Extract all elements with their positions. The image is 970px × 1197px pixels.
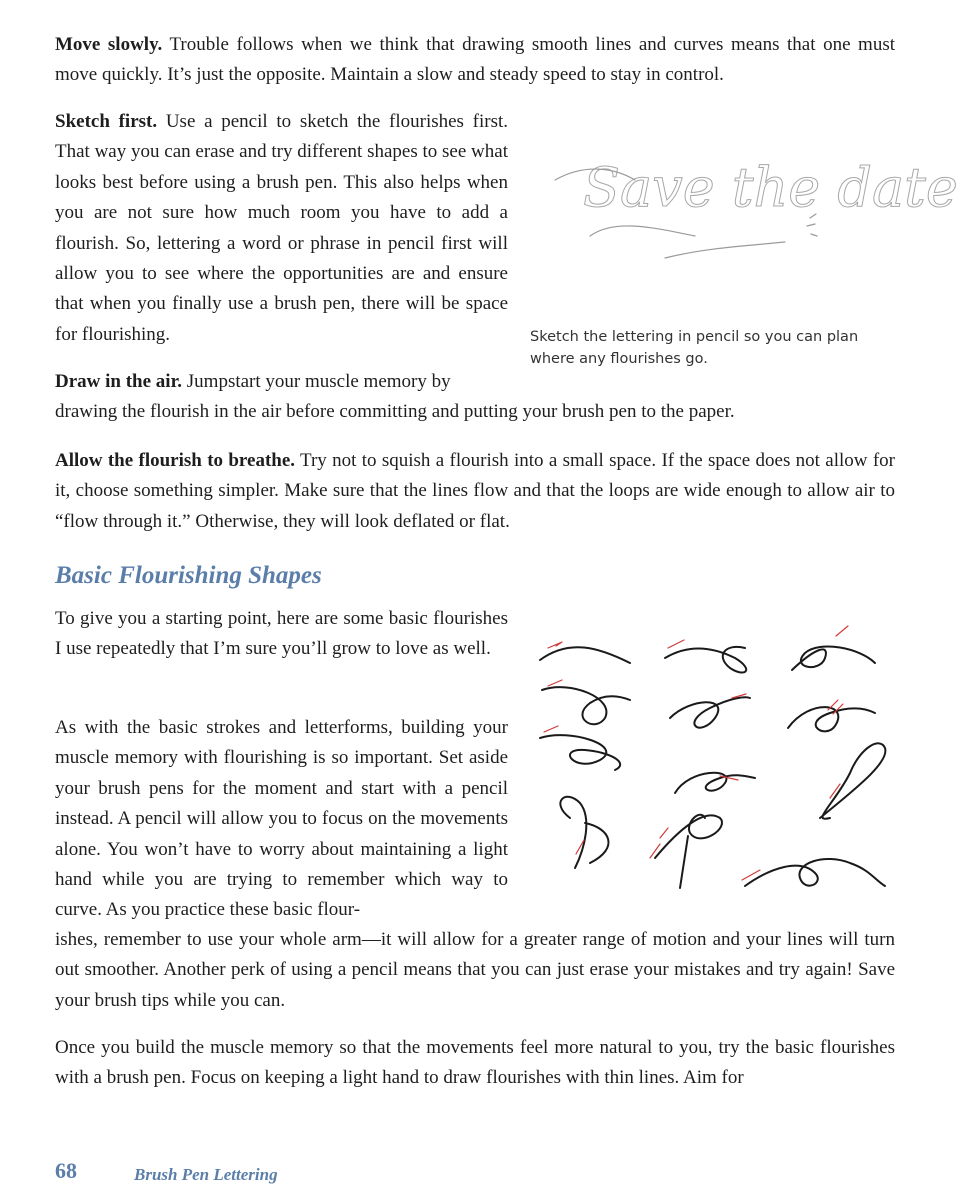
paragraph-text: drawing the flourish in the air before committing and putting your brush pen to the paper. <box>55 401 735 423</box>
running-footer-title: Brush Pen Lettering <box>134 1165 278 1184</box>
paragraph-text: Trouble follows when we think that drawing smooth lines and curves means that one must move quickly. It’s just the opposite. Maintain a slow and steady speed to stay in control. <box>55 34 895 86</box>
flourish-shape <box>820 743 885 818</box>
paragraph-once-built: Once you build the muscle memory so that the movements feel more natural to you, try the basic flourishes with a brush pen. Focus on keeping a light hand to draw flourishes with thin lines. Aim for <box>55 1037 895 1089</box>
run-in-heading: Allow the flourish to breathe. <box>55 450 296 471</box>
run-in-heading: Move slowly. <box>55 34 163 55</box>
flourish-shape <box>792 626 875 670</box>
flourish-shape <box>788 700 875 731</box>
run-in-heading: Sketch first. <box>55 111 158 132</box>
paragraph-text: Jumpstart your muscle memory by <box>182 371 451 392</box>
paragraph-muscle-memory: As with the basic strokes and letterforms, building your muscle memory with flourishing is so important. Set aside your brush pens for the moment and start with a pencil instead. A pencil will allow you to focus on the movements alone. You won’t have to worry about maintaining a light hand while you are trying to remember which way to curve. As you practice these basic flour- <box>55 717 508 921</box>
flourish-shape <box>560 797 608 868</box>
basic-flourish-shapes-figure <box>530 618 890 903</box>
paragraph-text: Try not to squish a flourish into a small space. If the space does not allow for it, choose something simpler. Make sure that the lines flow and that the loops are wide enough to allow air to “flow through it.” Otherwise, they will look deflated or flat. <box>55 450 896 532</box>
run-in-heading: Draw in the air. <box>55 371 183 392</box>
paragraph-move-slowly <box>55 30 895 91</box>
flourish-shape <box>540 726 620 770</box>
flourish-shape <box>542 680 630 724</box>
flourish-shape <box>650 815 722 888</box>
sketch-caption: Sketch the lettering in pencil so you can plan where any flourishes go. <box>530 329 859 367</box>
paragraph-breathe <box>55 446 895 537</box>
section-heading: Basic Flourishing Shapes <box>55 562 322 589</box>
sketch-lettering: Save the date <box>583 156 958 219</box>
flourish-shape <box>675 773 755 793</box>
paragraph-draw-in-air <box>55 367 895 428</box>
page-number: 68 <box>55 1158 77 1183</box>
paragraph-sketch-first <box>55 107 508 350</box>
flourish-shape <box>665 640 746 673</box>
paragraph-starting-point: To give you a starting point, here are some basic flourishes I use repeatedly that I’m sure you’ll grow to love as well. <box>55 608 508 660</box>
flourish-shape <box>742 859 885 886</box>
paragraph-muscle-memory-continued: ishes, remember to use your whole arm—it will allow for a greater range of motion and your lines will turn out smoother. Another perk of using a pencil means that you can just erase your mistakes and try again! Save your brush tips while you can. <box>55 929 895 1011</box>
flourish-shape <box>540 642 630 663</box>
flourish-shape <box>670 694 750 728</box>
save-the-date-pencil-sketch <box>545 118 958 298</box>
paragraph-text: Use a pencil to sketch the flourishes first. That way you can erase and try different shapes to see what looks best before using a brush pen. This also helps when you are not sure how much room you have to add a flourish. So, lettering a word or phrase in pencil first will allow you to see where the opportunities are and ensure that when you finally use a brush pen, there will be space for flourishing. <box>55 111 509 345</box>
